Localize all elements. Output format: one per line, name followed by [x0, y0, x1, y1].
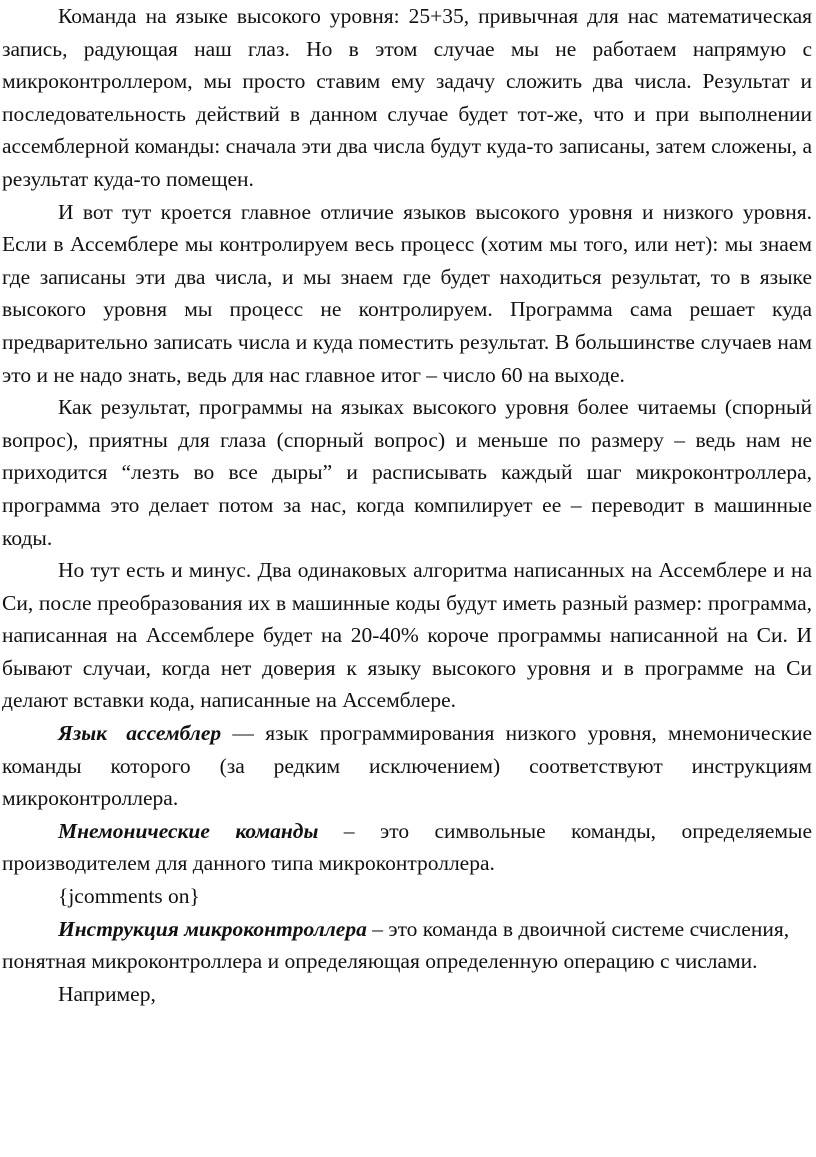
- definition-term: Инструкция микроконтроллера: [58, 916, 367, 941]
- definition-separator: —: [221, 721, 266, 746]
- definition-assembler-language: [2, 717, 812, 815]
- definition-text: это команда в двоичной системе счисления, понятная микроконтроллера и определяющая определенную операцию с числами.: [2, 916, 790, 974]
- definition-microcontroller-instruction: [2, 913, 812, 978]
- jcomments-tag: {jcomments on}: [58, 884, 200, 909]
- paragraph-high-level-command: Команда на языке высокого уровня: 25+35, привычная для нас математическая запись, радующая наш глаз. Но в этом случае мы не работаем напрямую с микроконтроллером, мы просто ставим ему задачу сложить два числа. Результат и последовательность действий в данном случае будет тот-же, что и при выполнении ассемблерной команды: сначала эти два числа будут куда-то записаны, затем сложены, а результат куда-то помещен.: [2, 4, 812, 191]
- document-page: [2, 0, 812, 1010]
- definition-separator: –: [366, 916, 389, 941]
- definition-mnemonic-commands: [2, 815, 812, 880]
- paragraph-downside: Но тут есть и минус. Два одинаковых алгоритма написанных на Ассемблере и на Си, после преобразования их в машинные коды будут иметь разный размер: программа, написанная на Ассемблере будет на 20-40% короче программы написанной на Си. И бывают случаи, когда нет доверия к языку высокого уровня и в программе на Си делают вставки кода, написанные на Ассемблере.: [2, 558, 812, 713]
- paragraph-main-difference: И вот тут кроется главное отличие языков высокого уровня и низкого уровня. Если в Ассемблере мы контролируем весь процесс (хотим мы того, или нет): мы знаем где записаны эти два числа, и мы знаем где будет находиться результат, то в языке высокого уровня мы процесс не контролируем. Программа сама решает куда предварительно записать числа и куда поместить результат. В большинстве случаев нам это и не надо знать, ведь для нас главное итог – число 60 на выходе.: [2, 199, 812, 387]
- definition-text: язык программирования низкого уровня, мнемонические команды которого (за редким исключением) соответствуют инструкциям микроконтроллера.: [2, 721, 813, 811]
- definition-term: Язык ассемблер: [58, 721, 222, 746]
- definition-separator: –: [318, 818, 380, 843]
- definition-term: Мнемонические команды: [58, 818, 319, 843]
- paragraph-readability: Как результат, программы на языках высокого уровня более читаемы (спорный вопрос), приятны для глаза (спорный вопрос) и меньше по размеру – ведь нам не приходится “лезть во все дыры” и расписывать каждый шаг микроконтроллера, программа это делает потом за нас, когда компилирует ее – переводит в машинные коды.: [2, 395, 812, 550]
- closing-example-line: Например,: [58, 981, 156, 1006]
- definition-text: это символьные команды, определяемые производителем для данного типа микроконтроллера.: [2, 818, 812, 876]
